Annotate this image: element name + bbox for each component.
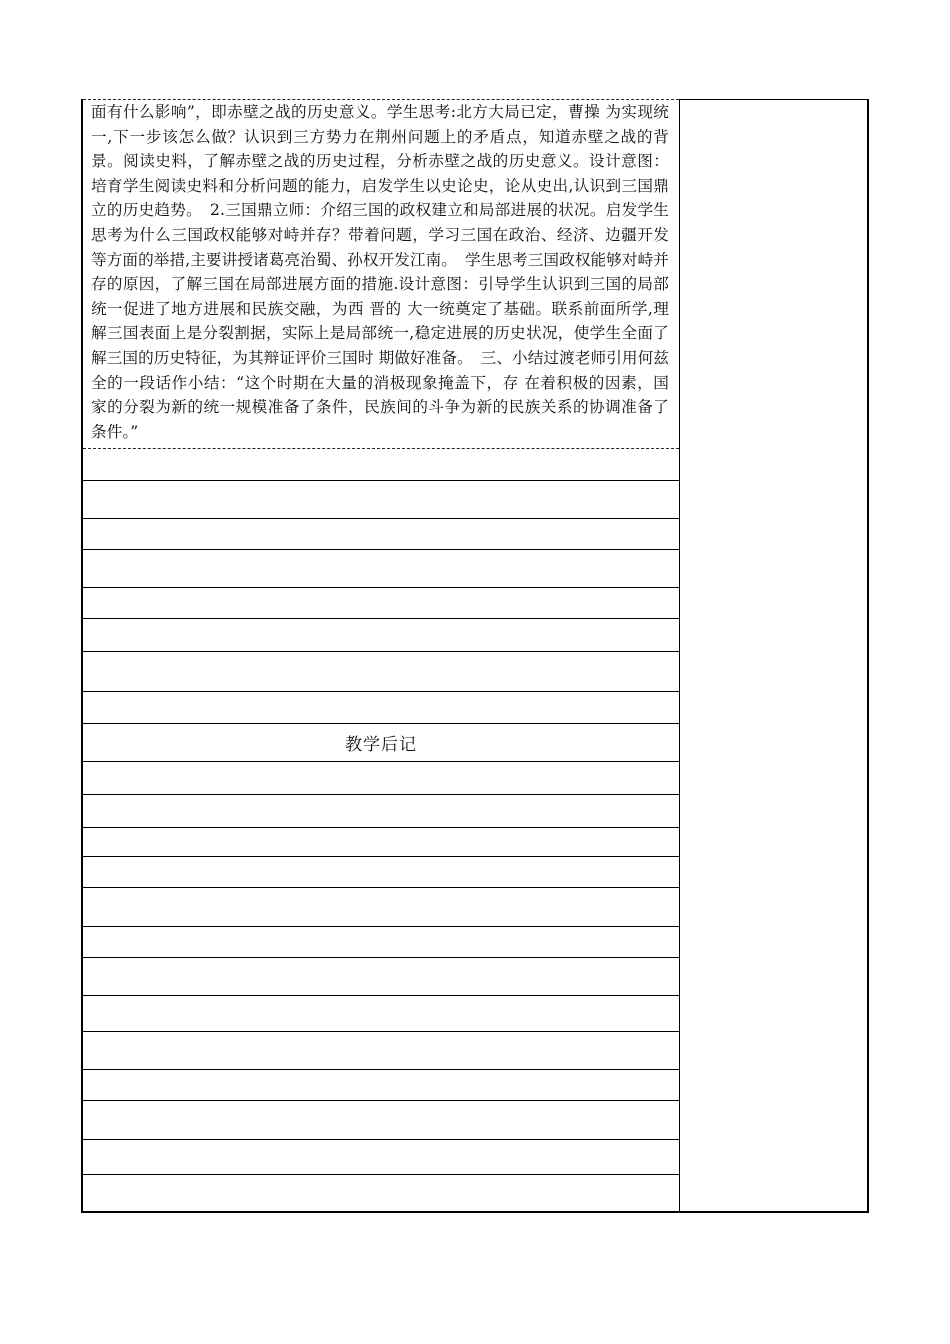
table-row-line: [83, 480, 679, 481]
table-border-right: [867, 99, 869, 1212]
table-row-line: [83, 926, 679, 927]
lesson-body-text: [91, 100, 669, 444]
table-row-line: [83, 1100, 679, 1101]
table-row-line: [83, 691, 679, 692]
table-row-line: [83, 856, 679, 857]
table-row-line: [83, 651, 679, 652]
lesson-paragraph: 面有什么影响”，即赤壁之战的历史意义。学生思考:北方大局已定，曹操 为实现统一,下一步该怎么做？认识到三方势力在荆州问题上的矛盾点，知道赤壁之战的背景。阅读史料，了解赤壁之战的历史过程，分析赤壁之战的历史意义。设计意图：培育学生阅读史料和分析问题的能力，启发学生以史论史，论从史出,认识到三国鼎立的历史趋势。 2.三国鼎立师：介绍三国的政权建立和局部进展的状况。启发学生思考为什么三国政权能够对峙并存？带着问题，学习三国在政治、经济、边疆开发等方面的举措,主要讲授诸葛亮治蜀、孙权开发江南。 学生思考三国政权能够对峙并存的原因，了解三国在局部进展方面的措施.设计意图：引导学生认识到三国的局部统一促进了地方进展和民族交融，为西 晋的 大一统奠定了基础。联系前面所学,理解三国表面上是分裂割据，实际上是局部统一,稳定进展的历史状况，使学生全面了解三国的历史特征，为其辩证评价三国时 期做好准备。 三、小结过渡老师引用何兹全的一段话作小结：“这个时期在大量的消极现象掩盖下，存 在着积极的因素，国家的分裂为新的统一规模准备了条件，民族间的斗争为新的民族关系的协调准备了条件。”: [91, 103, 669, 441]
table-row-line: [83, 827, 679, 828]
table-row-line: [83, 618, 679, 619]
right-column-top-border: [679, 99, 869, 100]
table-row-line: [83, 1031, 679, 1032]
table-row-line: [83, 794, 679, 795]
table-row-line: [83, 518, 679, 519]
table-row-line: [83, 1139, 679, 1140]
table-row-line: [83, 1069, 679, 1070]
table-border-left: [81, 99, 83, 1212]
dashed-separator-bottom: [83, 448, 679, 449]
table-row-line: [83, 887, 679, 888]
table-row-line: [83, 549, 679, 550]
table-row-line: [83, 957, 679, 958]
table-row-line: [83, 587, 679, 588]
table-row-line: [83, 1174, 679, 1175]
table-row-line: [83, 995, 679, 996]
column-divider: [679, 99, 680, 1212]
table-border-bottom: [81, 1211, 869, 1213]
afterword-heading: 教学后记: [345, 734, 417, 755]
table-row-line: [83, 761, 679, 762]
